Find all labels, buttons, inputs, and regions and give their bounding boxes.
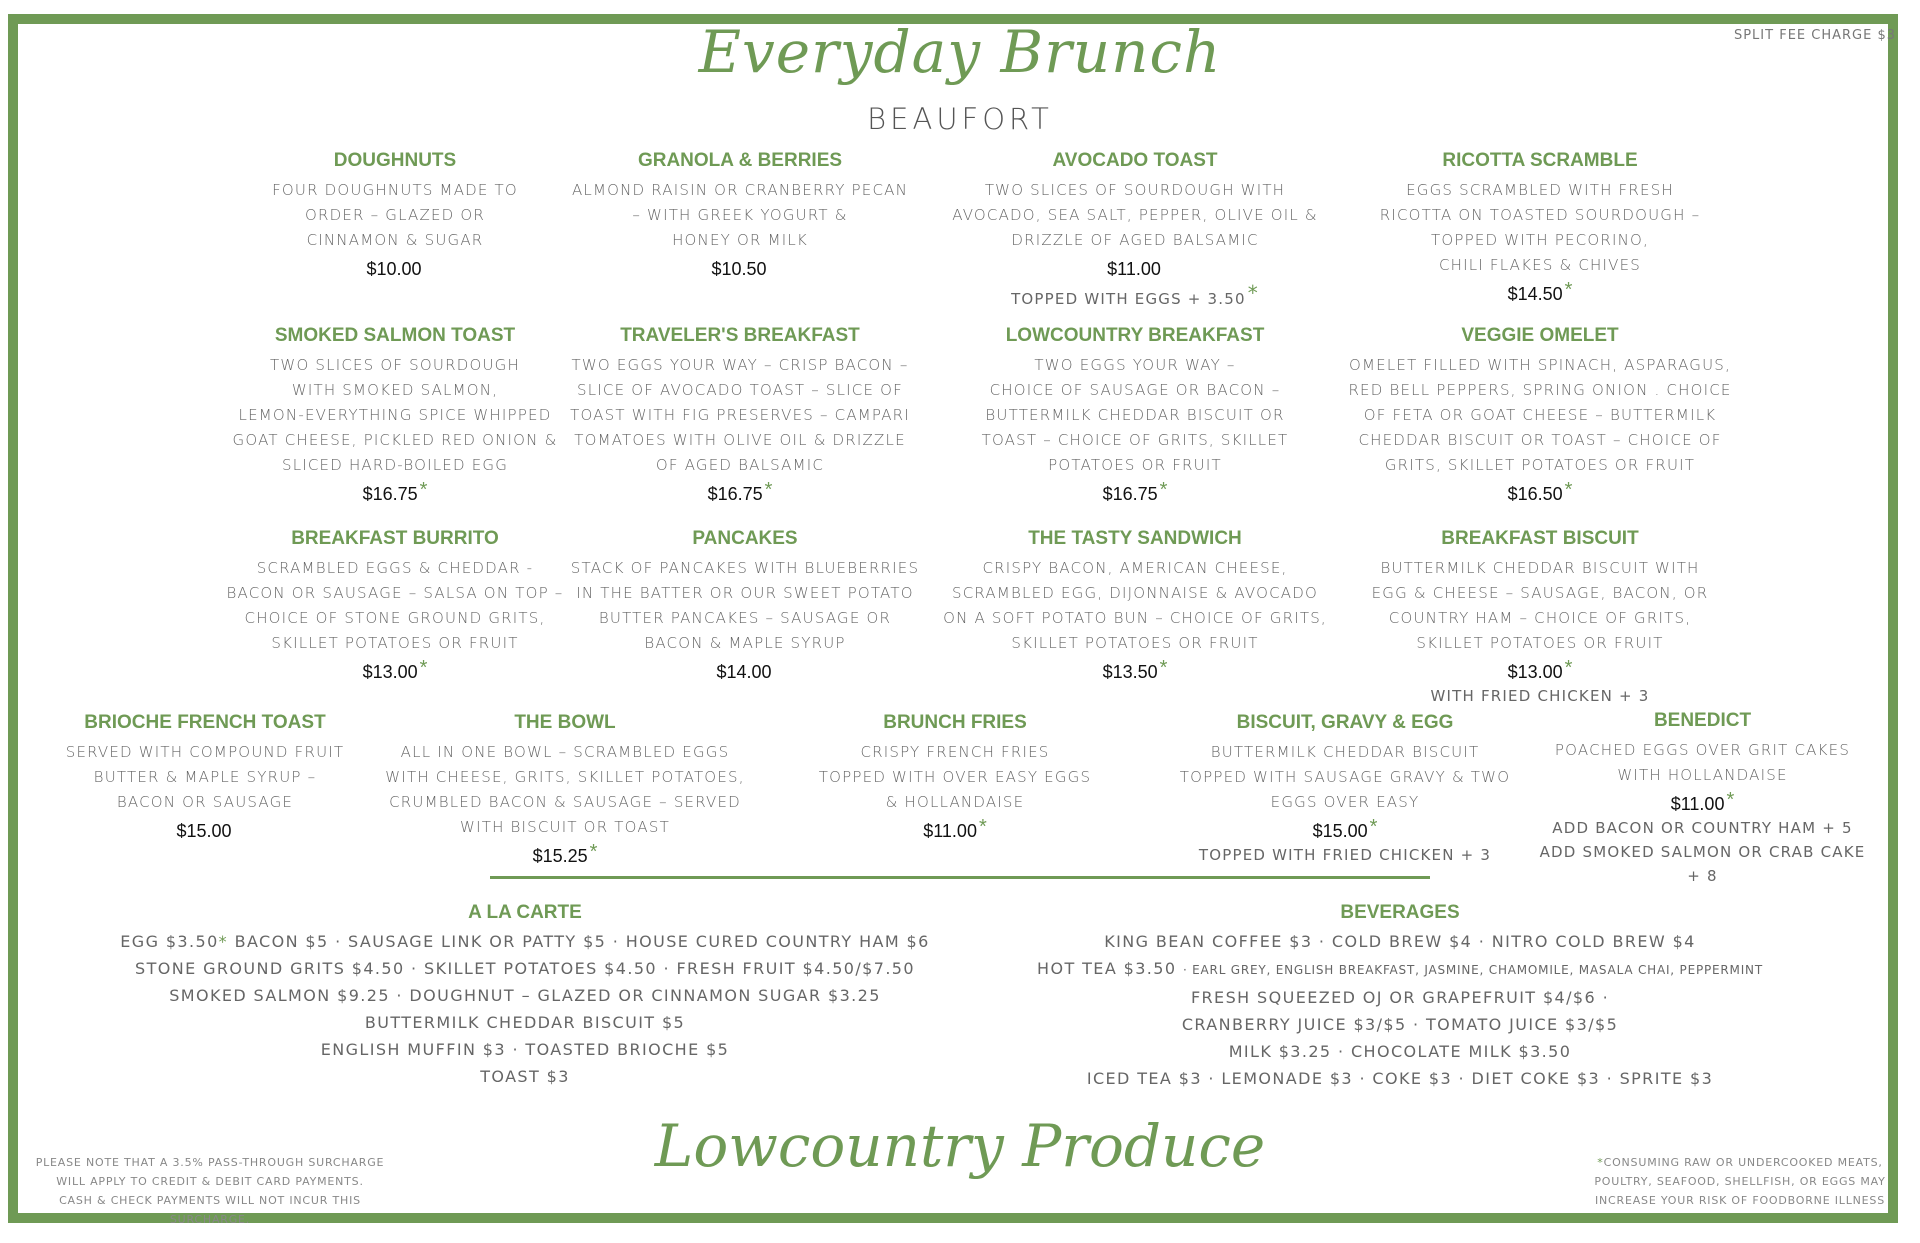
item-description: STACK OF PANCAKES WITH BLUEBERRIES IN THE BATTER OR OUR SWEET POTATO BUTTER PANCAKES – SAUSAGE OR BACON & MAPLE SYRUP [570, 559, 920, 652]
item-name: TRAVELER'S BREAKFAST [620, 325, 860, 346]
menu-item [935, 150, 1335, 311]
item-price: $11.00 [1107, 259, 1161, 279]
item-price: $16.75 * [1102, 479, 1168, 504]
item-name: AVOCADO TOAST [1052, 150, 1218, 171]
a-la-carte-line: EGG $3.50* BACON $5 · SAUSAGE LINK OR PATTY $5 · HOUSE CURED COUNTRY HAM $6 [120, 932, 930, 951]
item-name: BRUNCH FRIES [883, 712, 1027, 733]
menu-item [200, 325, 590, 506]
item-price: $15.25 * [532, 841, 598, 866]
item-price: $10.50 [711, 259, 767, 279]
item-price: $11.00 * [923, 816, 987, 841]
item-name: LOWCOUNTRY BREAKFAST [1005, 325, 1265, 346]
beverages-section [960, 902, 1840, 1092]
item-name: BREAKFAST BURRITO [291, 528, 499, 549]
item-description: BUTTERMILK CHEDDAR BISCUIT WITH EGG & CHEESE – SAUSAGE, BACON, OR COUNTRY HAM – CHOICE OF GRITS, SKILLET POTATOES OR FRUIT [1371, 559, 1709, 652]
item-description: BUTTERMILK CHEDDAR BISCUIT TOPPED WITH SAUSAGE GRAVY & TWO EGGS OVER EASY [1179, 743, 1511, 811]
menu-item [800, 712, 1110, 843]
menu-item [550, 528, 940, 684]
beverage-line: ICED TEA $3 · LEMONADE $3 · COKE $3 · DIET COKE $3 · SPRITE $3 [1086, 1069, 1714, 1088]
menu-item [935, 528, 1335, 684]
a-la-carte-section [110, 902, 940, 1090]
item-price: $16.75 * [707, 479, 773, 504]
beverage-line: MILK $3.25 · CHOCOLATE MILK $3.50 [1228, 1042, 1572, 1061]
item-description: SCRAMBLED EGGS & CHEDDAR - BACON OR SAUSAGE – SALSA ON TOP – CHOICE OF STONE GROUND GRITS, SKILLET POTATOES OR FRUIT [226, 559, 564, 652]
section-divider [490, 876, 1430, 879]
item-name: BREAKFAST BISCUIT [1441, 528, 1639, 549]
item-name: THE TASTY SANDWICH [1028, 528, 1242, 549]
beverage-line: HOT TEA $3.50 · EARL GREY, ENGLISH BREAKFAST, JASMINE, CHAMOMILE, MASALA CHAI, PEPPERMINT [1037, 959, 1763, 978]
item-name: THE BOWL [514, 712, 616, 733]
menu-item [1530, 710, 1875, 888]
menu-item [545, 150, 935, 281]
beverage-line: KING BEAN COFFEE $3 · COLD BREW $4 · NITRO COLD BREW $4 [1104, 932, 1696, 951]
menu-item [200, 528, 590, 684]
item-price: $14.50 * [1507, 279, 1573, 304]
menu-item [1330, 325, 1750, 506]
item-description: SERVED WITH COMPOUND FRUIT BUTTER & MAPLE SYRUP – BACON OR SAUSAGE [65, 743, 345, 811]
section-title: A LA CARTE [468, 902, 582, 923]
item-description: TWO EGGS YOUR WAY – CHOICE OF SAUSAGE OR BACON – BUTTERMILK CHEDDAR BISCUIT OR TOAST – CHOICE OF GRITS, SKILLET POTATOES OR FRUIT [981, 356, 1289, 474]
item-description: EGGS SCRAMBLED WITH FRESH RICOTTA ON TOASTED SOURDOUGH – TOPPED WITH PECORINO, CHILI FLAKES & CHIVES [1379, 181, 1701, 274]
item-addon: ADD BACON OR COUNTRY HAM + 5 [1552, 819, 1853, 837]
item-name: BISCUIT, GRAVY & EGG [1236, 712, 1454, 733]
menu-item [1170, 712, 1520, 867]
item-description: ALMOND RAISIN OR CRANBERRY PECAN – WITH GREEK YOGURT & HONEY OR MILK [571, 181, 909, 249]
item-name: BRIOCHE FRENCH TOAST [84, 712, 326, 733]
item-addon: TOPPED WITH FRIED CHICKEN + 3 [1198, 846, 1492, 864]
item-description: ALL IN ONE BOWL – SCRAMBLED EGGS WITH CHEESE, GRITS, SKILLET POTATOES, CRUMBLED BACON & SAUSAGE – SERVED WITH BISCUIT OR TOAST [385, 743, 745, 836]
item-addon: ADD SMOKED SALMON OR CRAB CAKE + 8 [1539, 843, 1866, 885]
menu-title: Everyday Brunch [698, 18, 1222, 86]
item-price: $16.50 * [1507, 479, 1573, 504]
menu-item [545, 325, 935, 506]
foodborne-warning: *CONSUMING RAW OR UNDERCOOKED MEATS, POULTRY, SEAFOOD, SHELLFISH, OR EGGS MAY INCREASE YOUR RISK OF FOODBORNE ILLNESS [1594, 1156, 1886, 1207]
item-description: CRISPY BACON, AMERICAN CHEESE, SCRAMBLED EGG, DIJONNAISE & AVOCADO ON A SOFT POTATO BUN – CHOICE OF GRITS, SKILLET POTATOES OR FRUIT [943, 559, 1327, 652]
item-price: $13.00 * [362, 657, 428, 682]
item-price: $16.75 * [362, 479, 428, 504]
location-subtitle: BEAUFORT [867, 102, 1053, 136]
surcharge-note: PLEASE NOTE THAT A 3.5% PASS-THROUGH SURCHARGE WILL APPLY TO CREDIT & DEBIT CARD PAYMENTS. CASH & CHECK PAYMENTS WILL NOT INCUR THIS SURCHARGE. [35, 1156, 385, 1226]
item-name: RICOTTA SCRAMBLE [1442, 150, 1638, 171]
item-price: $13.50 * [1102, 657, 1168, 682]
menu-item [385, 712, 745, 868]
item-name: DOUGHNUTS [333, 150, 457, 171]
item-name: VEGGIE OMELET [1461, 325, 1619, 346]
item-price: $14.00 [716, 662, 772, 682]
item-addon: TOPPED WITH EGGS + 3.50 * [1011, 281, 1259, 308]
section-title: BEVERAGES [1340, 902, 1460, 923]
item-price: $15.00 * [1312, 816, 1378, 841]
item-description: CRISPY FRENCH FRIES TOPPED WITH OVER EASY EGGS & HOLLANDAISE [818, 743, 1092, 811]
item-description: TWO SLICES OF SOURDOUGH WITH AVOCADO, SEA SALT, PEPPER, OLIVE OIL & DRIZZLE OF AGED BALSAMIC [952, 181, 1318, 249]
beverage-line: FRESH SQUEEZED OJ OR GRAPEFRUIT $4/$6 · [1190, 988, 1610, 1007]
menu-item [1340, 528, 1740, 708]
item-name: SMOKED SALMON TOAST [274, 325, 516, 346]
item-name: BENEDICT [1653, 710, 1752, 731]
item-name: GRANOLA & BERRIES [637, 150, 843, 171]
menu-item [935, 325, 1335, 506]
a-la-carte-line: STONE GROUND GRITS $4.50 · SKILLET POTATOES $4.50 · FRESH FRUIT $4.50/$7.50 [135, 959, 915, 978]
a-la-carte-line: SMOKED SALMON $9.25 · DOUGHNUT – GLAZED OR CINNAMON SUGAR $3.25 [169, 986, 881, 1005]
item-price: $11.00 * [1670, 789, 1735, 814]
lowcountry-produce-logo: Lowcountry Produce [654, 1112, 1266, 1180]
beverage-line: CRANBERRY JUICE $3/$5 · TOMATO JUICE $3/$5 [1181, 1015, 1619, 1034]
item-description: TWO SLICES OF SOURDOUGH WITH SMOKED SALMON, LEMON-EVERYTHING SPICE WHIPPED GOAT CHEESE, PICKLED RED ONION & SLICED HARD-BOILED EGG [232, 356, 558, 474]
item-name: PANCAKES [692, 528, 798, 549]
menu-item [200, 150, 590, 281]
a-la-carte-line: TOAST $3 [480, 1067, 570, 1086]
a-la-carte-line: BUTTERMILK CHEDDAR BISCUIT $5 [364, 1013, 686, 1032]
item-price: $15.00 [176, 821, 232, 841]
item-description: OMELET FILLED WITH SPINACH, ASPARAGUS, RED BELL PEPPERS, SPRING ONION . CHOICE OF FETA OR GOAT CHEESE – BUTTERMILK CHEDDAR BISCUIT OR TOAST – CHOICE OF GRITS, SKILLET POTATOES OR FRUIT [1348, 356, 1732, 474]
item-price: $10.00 [366, 259, 422, 279]
item-description: POACHED EGGS OVER GRIT CAKES WITH HOLLANDAISE [1554, 741, 1851, 784]
item-addon: WITH FRIED CHICKEN + 3 [1430, 687, 1650, 705]
menu-item [40, 712, 370, 843]
a-la-carte-line: ENGLISH MUFFIN $3 · TOASTED BRIOCHE $5 [320, 1040, 730, 1059]
item-description: FOUR DOUGHNUTS MADE TO ORDER – GLAZED OR CINNAMON & SUGAR [272, 181, 518, 249]
item-description: TWO EGGS YOUR WAY – CRISP BACON – SLICE OF AVOCADO TOAST – SLICE OF TOAST WITH FIG PRESERVES – CAMPARI TOMATOES WITH OLIVE OIL & DRIZZLE OF AGED BALSAMIC [570, 356, 910, 474]
menu-item [1340, 150, 1740, 306]
split-fee-note: SPLIT FEE CHARGE $3 [1733, 28, 1896, 43]
item-price: $13.00 * [1507, 657, 1573, 682]
